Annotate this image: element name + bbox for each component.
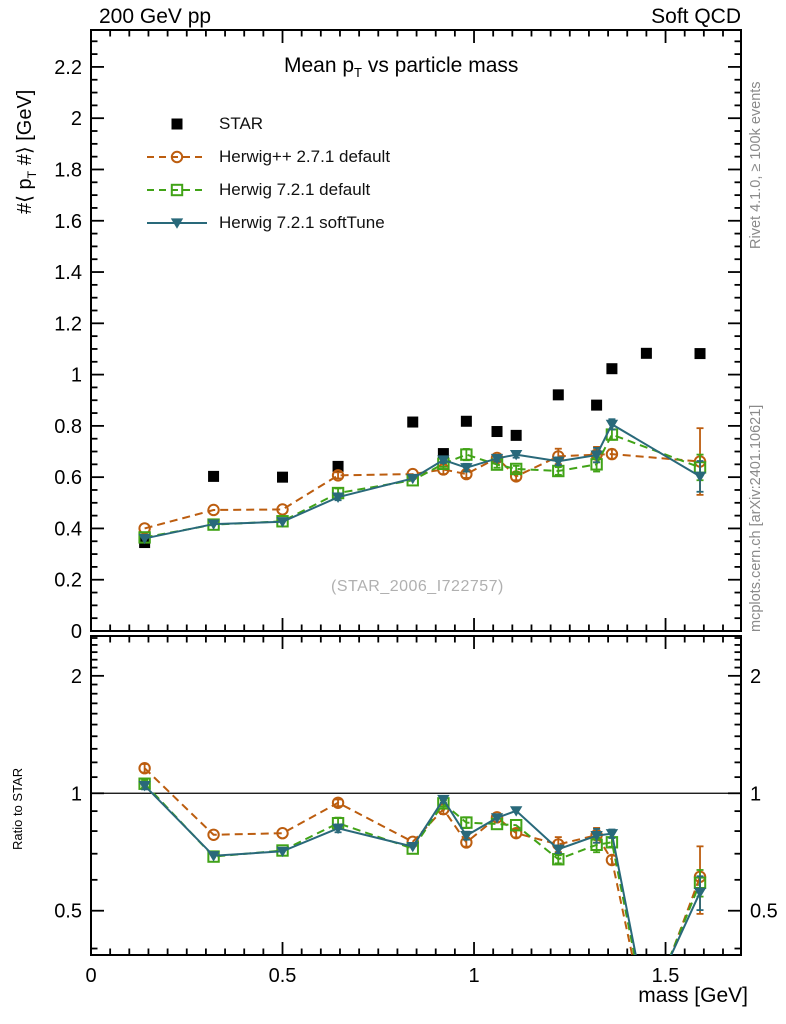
ratio-axis-title: Ratio to STAR [10,767,25,850]
y-axis-title: #⟨ $p_T$ #⟩ [GeV] [14,89,39,214]
svg-text:2: 2 [70,108,82,131]
x-axis-title: mass [GeV] [638,984,748,1007]
ratio-panel-frame [91,636,741,955]
rivet-version-note: Rivet 4.1.0, ≥ 100k events [748,81,764,249]
process-label: Soft QCD [651,5,741,28]
svg-text:0.5: 0.5 [750,900,778,923]
herwigpp-line-icon [146,150,208,164]
svg-text:0: 0 [85,965,97,987]
legend-item-herwigpp-default [146,140,390,173]
svg-text:0.5: 0.5 [268,965,297,987]
analysis-id-watermark: (STAR_2006_I722757) [331,578,504,595]
legend-label-star: STAR [219,113,264,133]
star-marker-icon [146,117,208,131]
mcplots-arxiv-note: mcplots.cern.ch [arXiv:2401.10621] [748,404,764,632]
beam-energy-label: 200 GeV pp [99,5,212,28]
series-herwig7-softtune-ratio [138,781,706,1009]
svg-text:1.5: 1.5 [651,965,680,987]
svg-text:0: 0 [70,621,82,643]
svg-text:1: 1 [70,364,82,387]
legend-label-herwigpp-default: Herwig++ 2.7.1 default [219,146,391,166]
svg-text:1.8: 1.8 [54,159,82,182]
svg-text:0.8: 0.8 [54,415,82,438]
legend-item-herwig7-softtune [146,206,390,239]
legend [146,107,390,239]
legend-label-herwig7-default: Herwig 7.2.1 default [219,179,371,199]
series-herwig7-default-main [139,429,705,542]
svg-text:1: 1 [70,783,82,806]
svg-text:0.4: 0.4 [54,518,82,541]
svg-text:0.2: 0.2 [54,569,82,592]
legend-item-herwig7-default [146,173,390,206]
plot-title: Mean $p_T$ vs particle mass [284,54,519,81]
series-star [139,348,705,548]
svg-text:2: 2 [750,665,762,688]
svg-text:2: 2 [70,665,82,688]
svg-text:1.4: 1.4 [54,262,82,285]
series-herwigpp-default-main [139,428,705,533]
herwig7-softtune-line-icon [146,216,208,230]
series-herwigpp-default-ratio [139,763,705,1022]
svg-text:2.2: 2.2 [54,56,82,79]
herwig7-default-line-icon [146,183,208,197]
svg-text:1: 1 [468,965,480,987]
svg-text:1: 1 [750,783,762,806]
svg-text:1.6: 1.6 [54,210,82,233]
svg-text:1.2: 1.2 [54,313,82,336]
legend-item-star [146,107,390,140]
svg-text:0.5: 0.5 [54,900,82,923]
svg-text:0.6: 0.6 [54,467,82,490]
legend-label-herwig7-softtune: Herwig 7.2.1 softTune [219,212,385,232]
